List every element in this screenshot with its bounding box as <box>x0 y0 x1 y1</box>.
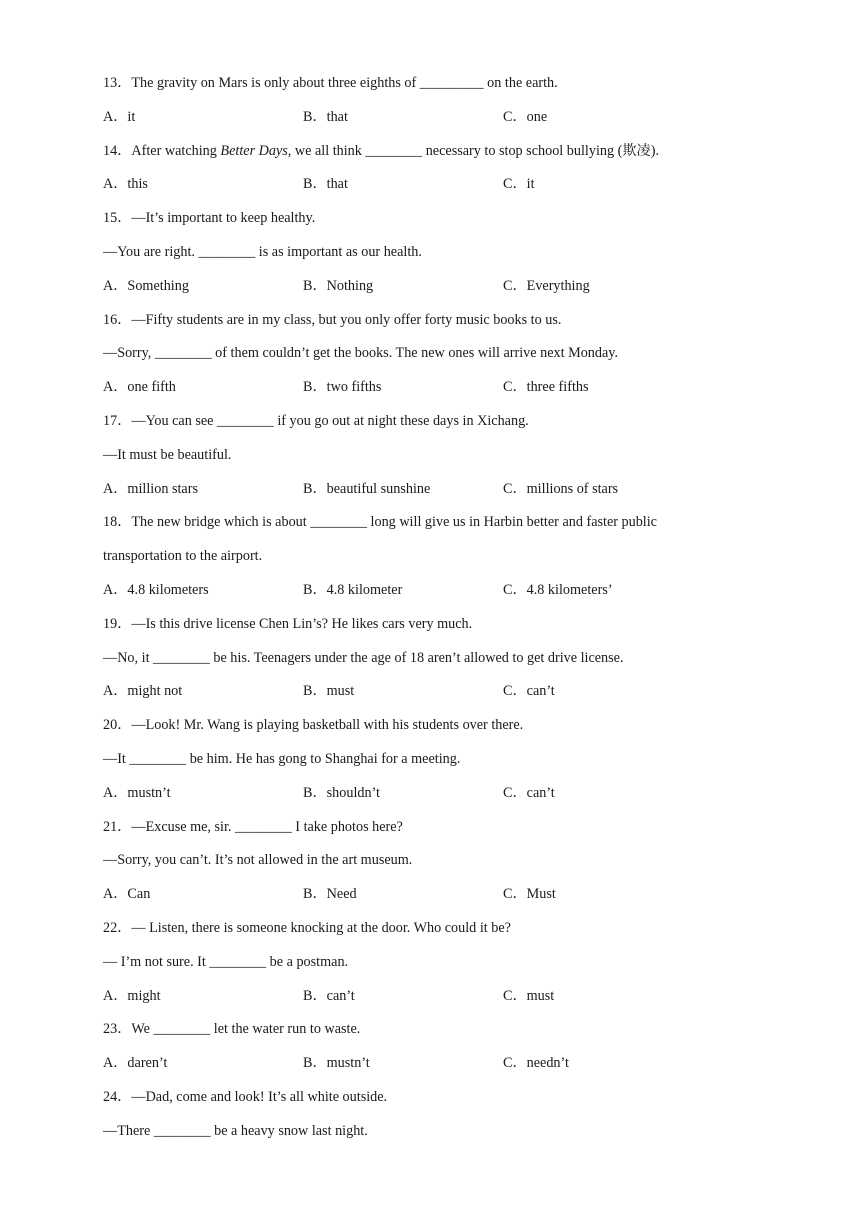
question-16-reply: —Sorry, ________ of them couldn’t get the books. The new ones will arrive next Monday. <box>103 345 618 361</box>
question-13-option-a: A．it <box>103 109 136 125</box>
question-17-option-a: A．million stars <box>103 481 198 497</box>
question-24-stem: 24．—Dad, come and look! It’s all white outside. <box>103 1089 388 1105</box>
question-18-option-c: C．4.8 kilometers’ <box>503 582 613 598</box>
question-14-stem <box>103 141 659 161</box>
question-22-reply: — I’m not sure. It ________ be a postman. <box>103 954 349 970</box>
question-14-option-a: A．this <box>103 176 148 192</box>
question-19-stem: 19．—Is this drive license Chen Lin’s? He likes cars very much. <box>103 616 473 632</box>
question-19-reply: —No, it ________ be his. Teenagers under the age of 18 aren’t allowed to get drive license. <box>103 650 624 666</box>
question-21-option-a: A．Can <box>103 886 151 902</box>
question-14-film-title: Better Days <box>220 143 288 159</box>
question-20-option-a: A．mustn’t <box>103 785 171 801</box>
question-14-option-c: C．it <box>503 176 535 192</box>
question-20-stem: 20．—Look! Mr. Wang is playing basketball with his students over there. <box>103 717 524 733</box>
question-14-stem-end: , we all think ________ necessary to stop school bullying (欺凌). <box>287 143 659 159</box>
question-18-option-b: B．4.8 kilometer <box>303 582 403 598</box>
question-22-option-c: C．must <box>503 988 555 1004</box>
question-17-stem: 17．—You can see ________ if you go out at night these days in Xichang. <box>103 413 529 429</box>
question-23-option-c: C．needn’t <box>503 1055 569 1071</box>
question-14-stem-start: 14．After watching <box>103 143 221 159</box>
question-18-stem-continued: transportation to the airport. <box>103 548 263 564</box>
question-13-option-b: B．that <box>303 109 348 125</box>
question-23-option-a: A．daren’t <box>103 1055 168 1071</box>
question-13-option-c: C．one <box>503 109 548 125</box>
question-17-option-c: C．millions of stars <box>503 481 619 497</box>
question-23-option-b: B．mustn’t <box>303 1055 370 1071</box>
question-21-stem: 21．—Excuse me, sir. ________ I take photos here? <box>103 819 403 835</box>
question-20-option-c: C．can’t <box>503 785 555 801</box>
question-15-option-a: A．Something <box>103 278 189 294</box>
question-22-option-b: B．can’t <box>303 988 355 1004</box>
question-16-option-c: C．three fifths <box>503 379 589 395</box>
question-23-stem: 23．We ________ let the water run to waste. <box>103 1021 361 1037</box>
question-22-stem: 22．— Listen, there is someone knocking at the door. Who could it be? <box>103 920 511 936</box>
question-15-reply: —You are right. ________ is as important as our health. <box>103 244 422 260</box>
question-19-option-b: B．must <box>303 683 355 699</box>
question-16-stem: 16．—Fifty students are in my class, but you only offer forty music books to us. <box>103 312 562 328</box>
question-18-option-a: A．4.8 kilometers <box>103 582 209 598</box>
question-17-option-b: B．beautiful sunshine <box>303 481 431 497</box>
question-21-option-c: C．Must <box>503 886 556 902</box>
question-17-reply: —It must be beautiful. <box>103 447 232 463</box>
question-20-reply: —It ________ be him. He has gong to Shanghai for a meeting. <box>103 751 461 767</box>
question-15-option-c: C．Everything <box>503 278 590 294</box>
question-13-stem: 13．The gravity on Mars is only about three eighths of _________ on the earth. <box>103 75 558 91</box>
question-19-option-a: A．might not <box>103 683 183 699</box>
question-22-option-a: A．might <box>103 988 161 1004</box>
question-20-option-b: B．shouldn’t <box>303 785 380 801</box>
question-15-stem: 15．—It’s important to keep healthy. <box>103 210 316 226</box>
question-18-stem: 18．The new bridge which is about ________ long will give us in Harbin better and faster public <box>103 514 657 530</box>
question-15-option-b: B．Nothing <box>303 278 374 294</box>
question-21-reply: —Sorry, you can’t. It’s not allowed in the art museum. <box>103 852 413 868</box>
question-24-reply: —There ________ be a heavy snow last night. <box>103 1123 368 1139</box>
question-16-option-b: B．two fifths <box>303 379 382 395</box>
question-14-option-b: B．that <box>303 176 348 192</box>
question-21-option-b: B．Need <box>303 886 357 902</box>
question-16-option-a: A．one fifth <box>103 379 176 395</box>
question-19-option-c: C．can’t <box>503 683 555 699</box>
